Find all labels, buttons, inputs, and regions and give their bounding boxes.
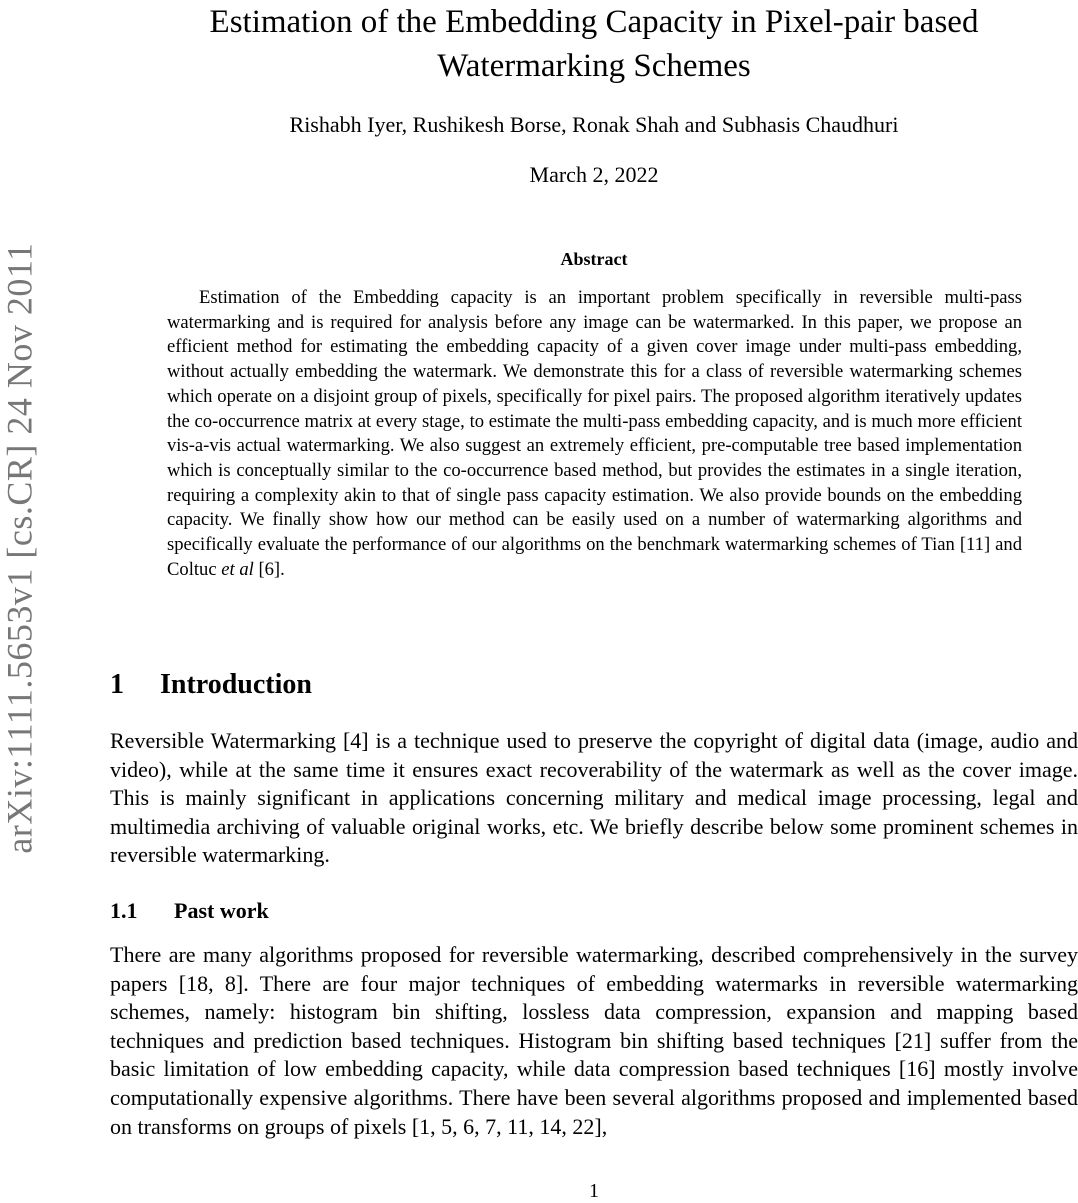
introduction-paragraph: Reversible Watermarking [4] is a technique used to preserve the copyright of digital data (image, audio and video), while at the same time it ensures exact recoverability of the watermark as well as the cover image. This is mainly significant in applications concerning military and medical image processing, legal and multimedia archiving of valuable original works, etc. We briefly describe below some prominent schemes in reversible watermarking.	[110, 728, 1078, 868]
subsection-number: 1.1	[110, 898, 138, 923]
paper-authors: Rishabh Iyer, Rushikesh Borse, Ronak Shah and Subhasis Chaudhuri	[289, 112, 899, 137]
subsection-title: Past work	[174, 898, 269, 923]
past-work-paragraph: There are many algorithms proposed for reversible watermarking, described comprehensively in the survey papers [18, 8]. There are four major techniques of embedding watermarks in reversible watermarking schemes, namely: histogram bin shifting, lossless data compression, expansion and mapping based techniques and prediction based techniques. Histogram bin shifting based techniques [21] suffer from the basic limitation of low embedding capacity, while data compression based techniques [16] mostly involve computationally expensive algorithms. There have been several algorithms proposed and implemented based on transforms on groups of pixels [1, 5, 6, 7, 11, 14, 22],	[110, 942, 1078, 1139]
abstract-heading: Abstract	[560, 249, 628, 269]
abstract-text-italic: et al	[221, 558, 254, 580]
section-title: Introduction	[160, 669, 312, 700]
section-heading-introduction	[110, 669, 312, 701]
paper-title	[110, 0, 1078, 88]
abstract-text: Estimation of the Embedding capacity is an important problem specifically in reversible multi-pass watermarking and is required for analysis before any image can be watermarked. In this paper, we propose an efficient method for estimating the embedding capacity of a given cover image under multi-pass embedding, without actually embedding the watermark. We demonstrate this for a class of reversible watermarking schemes which operate on a disjoint group of pixels, specifically for pixel pairs. The proposed algorithm iteratively updates the co-occurrence matrix at every stage, to estimate the multi-pass embedding capacity, and is much more efficient vis-a-vis actual watermarking. We also suggest an extremely efficient, pre-computable tree based implementation which is conceptually similar to the co-occurrence based method, but provides the estimates in a single iteration, requiring a complexity akin to that of single pass capacity estimation. We also provide bounds on the embedding capacity. We finally show how our method can be easily used on a number of watermarking algorithms and specifically evaluate the performance of our algorithms on the benchmark watermarking schemes of Tian [11] and Coltuc	[167, 287, 1022, 580]
abstract-text-end: [6].	[258, 558, 285, 580]
arxiv-identifier: arXiv:1111.5653v1 [cs.CR] 24 Nov 2011	[0, 241, 40, 854]
paper-title-line-2: Watermarking Schemes	[437, 48, 751, 84]
subsection-heading-past-work	[110, 898, 269, 924]
page-number: 1	[589, 1180, 599, 1202]
section-number: 1	[110, 669, 124, 700]
arxiv-identifier-stamp	[0, 195, 40, 900]
abstract-body	[167, 286, 1022, 582]
paper-title-line-1: Estimation of the Embedding Capacity in Pixel-pair based	[209, 4, 979, 40]
paper-date: March 2, 2022	[529, 162, 659, 187]
